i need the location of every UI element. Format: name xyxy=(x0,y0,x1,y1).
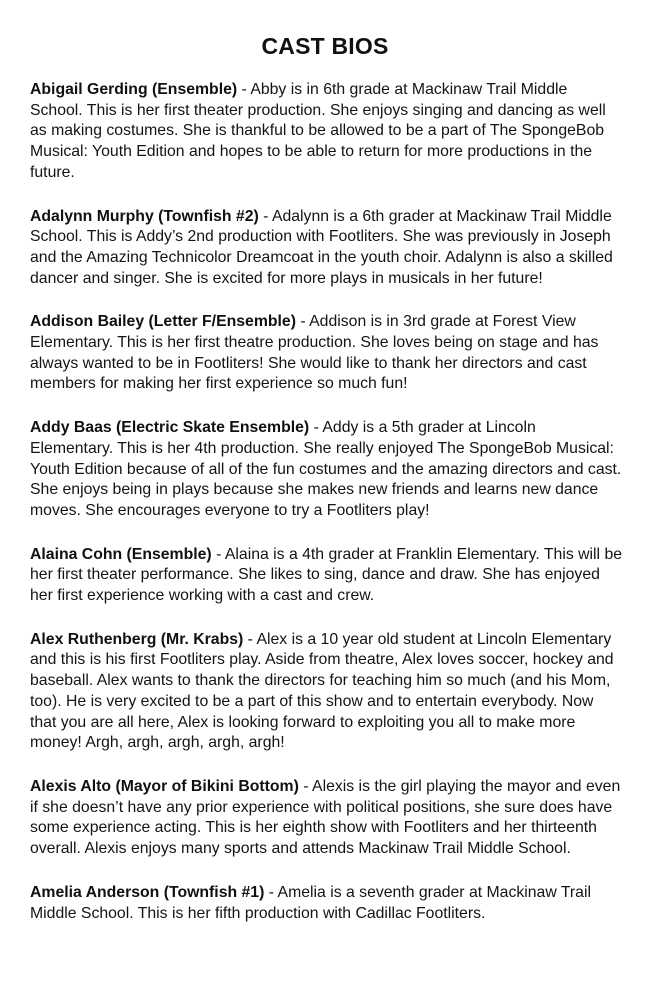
bio-text: Alex is a 10 year old student at Lincoln Elementary and this is his first Footliters play. Aside from theatre, Alex loves soccer, hockey and baseball. Alex wants to thank the directors for teaching him so much (and his Mom, too). He is very excited to be a part of this show and to entertain everybody. Now that you are all here, Alex is looking forward to exploiting you all to make more money! Argh, argh, argh, argh, argh! xyxy=(30,630,614,752)
bio-text: Addison is in 3rd grade at Forest View Elementary. This is her first theatre production. She loves being on stage and has always wanted to be in Footliters! She would like to thank her directors and cast members for making her first experience so much fun! xyxy=(30,313,599,393)
bio-entry xyxy=(30,777,622,860)
bio-list xyxy=(30,80,622,947)
bio-separator: - xyxy=(295,313,310,331)
bio-name: Alex Ruthenberg (Mr. Krabs) xyxy=(30,630,244,648)
bio-name: Alexis Alto (Mayor of Bikini Bottom) xyxy=(30,777,299,795)
bio-name: Amelia Anderson (Townfish #1) xyxy=(30,883,265,901)
bio-separator: - xyxy=(309,419,323,437)
bio-separator: - xyxy=(237,81,251,98)
bio-separator: - xyxy=(298,777,313,795)
bio-text: Amelia is a seventh grader at Mackinaw Trail Middle School. This is her fifth production with Cadillac Footliters. xyxy=(30,883,591,922)
bio-entry xyxy=(30,80,622,184)
page-title: CAST BIOS xyxy=(261,33,389,59)
bio-text: Addy is a 5th grader at Lincoln Elementary. This is her 4th production. She really enjoyed The SpongeBob Musical: Youth Edition because of all of the fun costumes and the amazing directors and cast. She enjoys being in plays because she makes new friends and learns new dance moves. She encourages everyone to try a Footliters play! xyxy=(30,419,622,519)
bio-text: Abby is in 6th grade at Mackinaw Trail Middle School. This is her first theater production. She enjoys singing and dancing as well as making costumes. She is thankful to be allowed to be a part of The SpongeBob Musical: Youth Edition and hopes to be able to return for more productions in the future. xyxy=(30,81,606,181)
bio-entry xyxy=(30,630,622,754)
bio-text: Alexis is the girl playing the mayor and even if she doesn’t have any prior experience with political positions, she sure does have some experience acting. This is her eighth show with Footliters and her thirteenth overall. Alexis enjoys many sports and attends Mackinaw Trail Middle School. xyxy=(30,777,621,858)
bio-separator: - xyxy=(258,207,272,225)
bio-text: Adalynn is a 6th grader at Mackinaw Trail Middle School. This is Addy’s 2nd production with Footliters. She was previously in Joseph and the Amazing Technicolor Dreamcoat in the youth choir. Adalynn is also a skilled dancer and singer. She is excited for more plays in musicals in her future! xyxy=(30,207,613,287)
bio-name: Abigail Gerding (Ensemble) xyxy=(30,81,238,98)
bio-name: Adalynn Murphy (Townfish #2) xyxy=(30,207,259,225)
bio-name: Addison Bailey (Letter F/Ensemble) xyxy=(30,313,296,331)
bio-name: Addy Baas (Electric Skate Ensemble) xyxy=(30,419,310,437)
bio-entry xyxy=(30,418,622,522)
bio-separator: - xyxy=(264,883,278,901)
bio-entry xyxy=(30,545,622,607)
bio-entry xyxy=(30,312,622,395)
bio-entry xyxy=(30,207,622,290)
bio-separator: - xyxy=(211,545,225,563)
bio-entry xyxy=(30,883,622,924)
bio-separator: - xyxy=(243,630,257,648)
bio-text: Alaina is a 4th grader at Franklin Elementary. This will be her first theater performance. She likes to sing, dance and draw. She has enjoyed her first experience working with a cast and crew. xyxy=(30,545,623,605)
bio-name: Alaina Cohn (Ensemble) xyxy=(30,545,212,563)
